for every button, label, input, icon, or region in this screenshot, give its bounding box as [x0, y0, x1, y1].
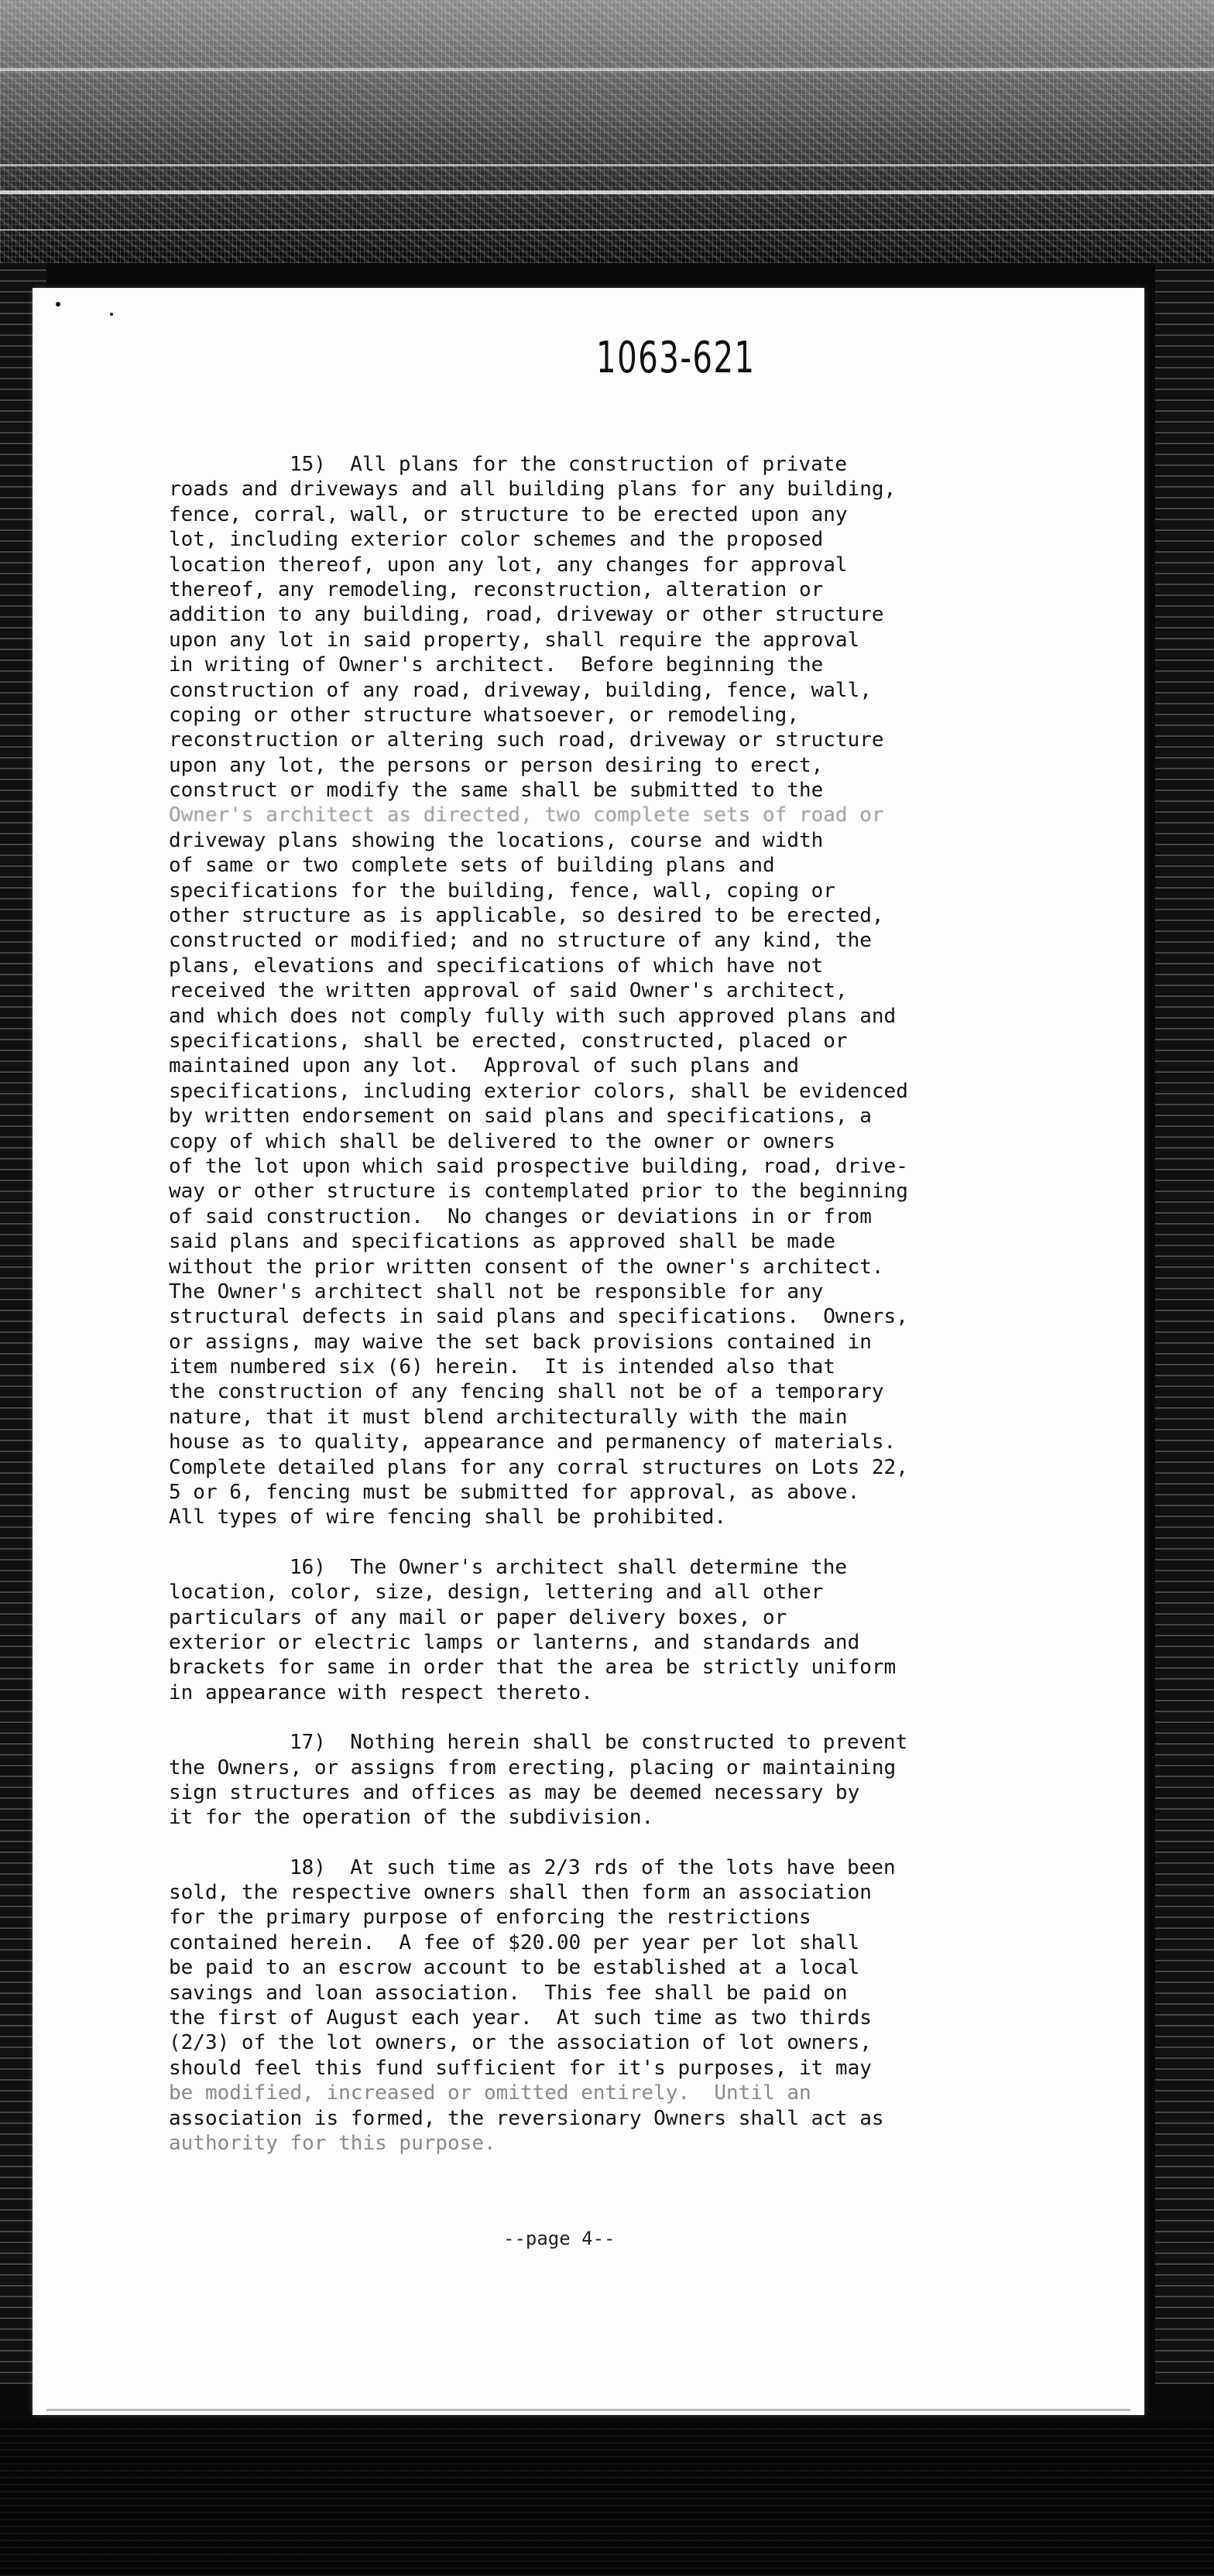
scan-noise-top [0, 0, 1214, 263]
text-line: specifications for the building, fence, wall, coping or [169, 879, 835, 903]
text-line: copy of which shall be delivered to the owner or owners [169, 1129, 835, 1153]
text-line: of the lot upon which said prospective building, road, drive- [169, 1154, 908, 1178]
scan-band [0, 190, 1214, 194]
text-line: for the primary purpose of enforcing the restrictions [169, 1906, 811, 1930]
text-line: Complete detailed plans for any corral structures on Lots 22, [169, 1455, 908, 1479]
speck-mark [110, 313, 113, 316]
text-line: lot, including exterior color schemes and the proposed [169, 528, 824, 552]
text-line: All types of wire fencing shall be prohibited. [169, 1506, 727, 1530]
text-line: house as to quality, appearance and permanency of materials. [169, 1430, 897, 1454]
text-line: location thereof, upon any lot, any changes for approval [169, 553, 848, 577]
scan-noise-bottom [0, 2423, 1214, 2576]
scan-band [0, 164, 1214, 166]
text-line: exterior or electric lamps or lanterns, and standards and [169, 1630, 860, 1654]
text-line: driveway plans showing the locations, course and width [169, 828, 824, 852]
page-bottom-rule [46, 2409, 1130, 2411]
text-line: construction of any road, driveway, building, fence, wall, [169, 678, 872, 702]
text-line: authority for this purpose. [169, 2132, 496, 2155]
text-line: sign structures and offices as may be deemed necessary by [169, 1780, 860, 1804]
text-line: specifications, shall be erected, constructed, placed or [169, 1029, 848, 1053]
text-line: be modified, increased or omitted entirely. Until an [169, 2081, 811, 2105]
text-line: specifications, including exterior colors, shall be evidenced [169, 1079, 908, 1103]
scan-band [0, 68, 1214, 71]
text-line: 16) The Owner's architect shall determine the [290, 1555, 848, 1579]
text-line: and which does not comply fully with such approved plans and [169, 1004, 897, 1028]
text-line: The Owner's architect shall not be responsible for any [169, 1279, 824, 1303]
text-line: by written endorsement on said plans and specifications, a [169, 1105, 872, 1129]
document-body [169, 452, 974, 2156]
text-line: sold, the respective owners shall then form an association [169, 1881, 872, 1905]
text-line: should feel this fund sufficient for it's purposes, it may [169, 2056, 872, 2080]
text-line: other structure as is applicable, so desired to be erected, [169, 904, 884, 928]
scan-band [0, 229, 1214, 231]
text-line: Owner's architect as directed, two complete sets of road or [169, 803, 884, 827]
text-line: particulars of any mail or paper delivery boxes, or [169, 1605, 787, 1629]
scan-noise-right [1155, 263, 1214, 2384]
speck-mark [56, 302, 60, 307]
text-line: received the written approval of said Owner's architect, [169, 979, 848, 1003]
text-line: contained herein. A fee of $20.00 per year per lot shall [169, 1930, 860, 1954]
text-line: construct or modify the same shall be submitted to the [169, 779, 824, 803]
text-line: in writing of Owner's architect. Before beginning the [169, 653, 824, 677]
text-line: savings and loan association. This fee shall be paid on [169, 1981, 848, 2005]
text-line: roads and driveways and all building plans for any building, [169, 478, 897, 502]
text-line: 17) Nothing herein shall be constructed to prevent [290, 1731, 908, 1755]
text-line: it for the operation of the subdivision. [169, 1806, 654, 1830]
text-line: without the prior written consent of the owner's architect. [169, 1255, 884, 1279]
text-line: the first of August each year. At such time as two thirds [169, 2006, 872, 2030]
text-line: nature, that it must blend architecturally with the main [169, 1405, 848, 1429]
text-line: 15) All plans for the construction of private [290, 453, 848, 476]
text-line: 5 or 6, fencing must be submitted for approval, as above. [169, 1481, 860, 1505]
text-line: the Owners, or assigns from erecting, placing or maintaining [169, 1756, 897, 1780]
text-line: way or other structure is contemplated prior to the beginning [169, 1180, 908, 1204]
text-line: coping or other structure whatsoever, or remodeling, [169, 703, 799, 727]
text-line: addition to any building, road, driveway or other structure [169, 603, 884, 627]
text-line: thereof, any remodeling, reconstruction, alteration or [169, 577, 824, 601]
paragraph-18 [169, 1855, 974, 2156]
text-line: brackets for same in order that the area be strictly uniform [169, 1656, 897, 1680]
text-line: maintained upon any lot. Approval of such plans and [169, 1054, 799, 1078]
text-line: association is formed, the reversionary Owners shall act as [169, 2106, 884, 2130]
text-line: upon any lot, the persons or person desiring to erect, [169, 753, 824, 777]
document-number: 1063-621 [596, 333, 756, 383]
paragraph-17 [169, 1730, 974, 1831]
text-line: of same or two complete sets of building plans and [169, 854, 775, 878]
text-line: constructed or modified; and no structure of any kind, the [169, 929, 872, 953]
text-line: the construction of any fencing shall not be of a temporary [169, 1380, 884, 1404]
text-line: upon any lot in said property, shall require the approval [169, 628, 860, 652]
text-line: (2/3) of the lot owners, or the association of lot owners, [169, 2031, 872, 2055]
text-line: plans, elevations and specifications of which have not [169, 954, 824, 978]
text-line: location, color, size, design, lettering and all other [169, 1581, 824, 1605]
text-line: 18) At such time as 2/3 rds of the lots have been [290, 1855, 896, 1879]
paragraph-16 [169, 1555, 974, 1705]
text-line: or assigns, may waive the set back provisions contained in [169, 1330, 872, 1354]
text-line: structural defects in said plans and specifications. Owners, [169, 1305, 908, 1329]
text-line: fence, corral, wall, or structure to be erected upon any [169, 502, 848, 526]
text-line: said plans and specifications as approved shall be made [169, 1230, 835, 1254]
paragraph-15 [169, 452, 974, 1530]
text-line: reconstruction or altering such road, driveway or structure [169, 728, 884, 752]
text-line: be paid to an escrow account to be established at a local [169, 1956, 860, 1980]
page-marker: --page 4-- [503, 2228, 616, 2249]
text-line: in appearance with respect thereto. [169, 1680, 593, 1704]
text-line: item numbered six (6) herein. It is intended also that [169, 1355, 835, 1379]
text-line: of said construction. No changes or deviations in or from [169, 1204, 872, 1228]
